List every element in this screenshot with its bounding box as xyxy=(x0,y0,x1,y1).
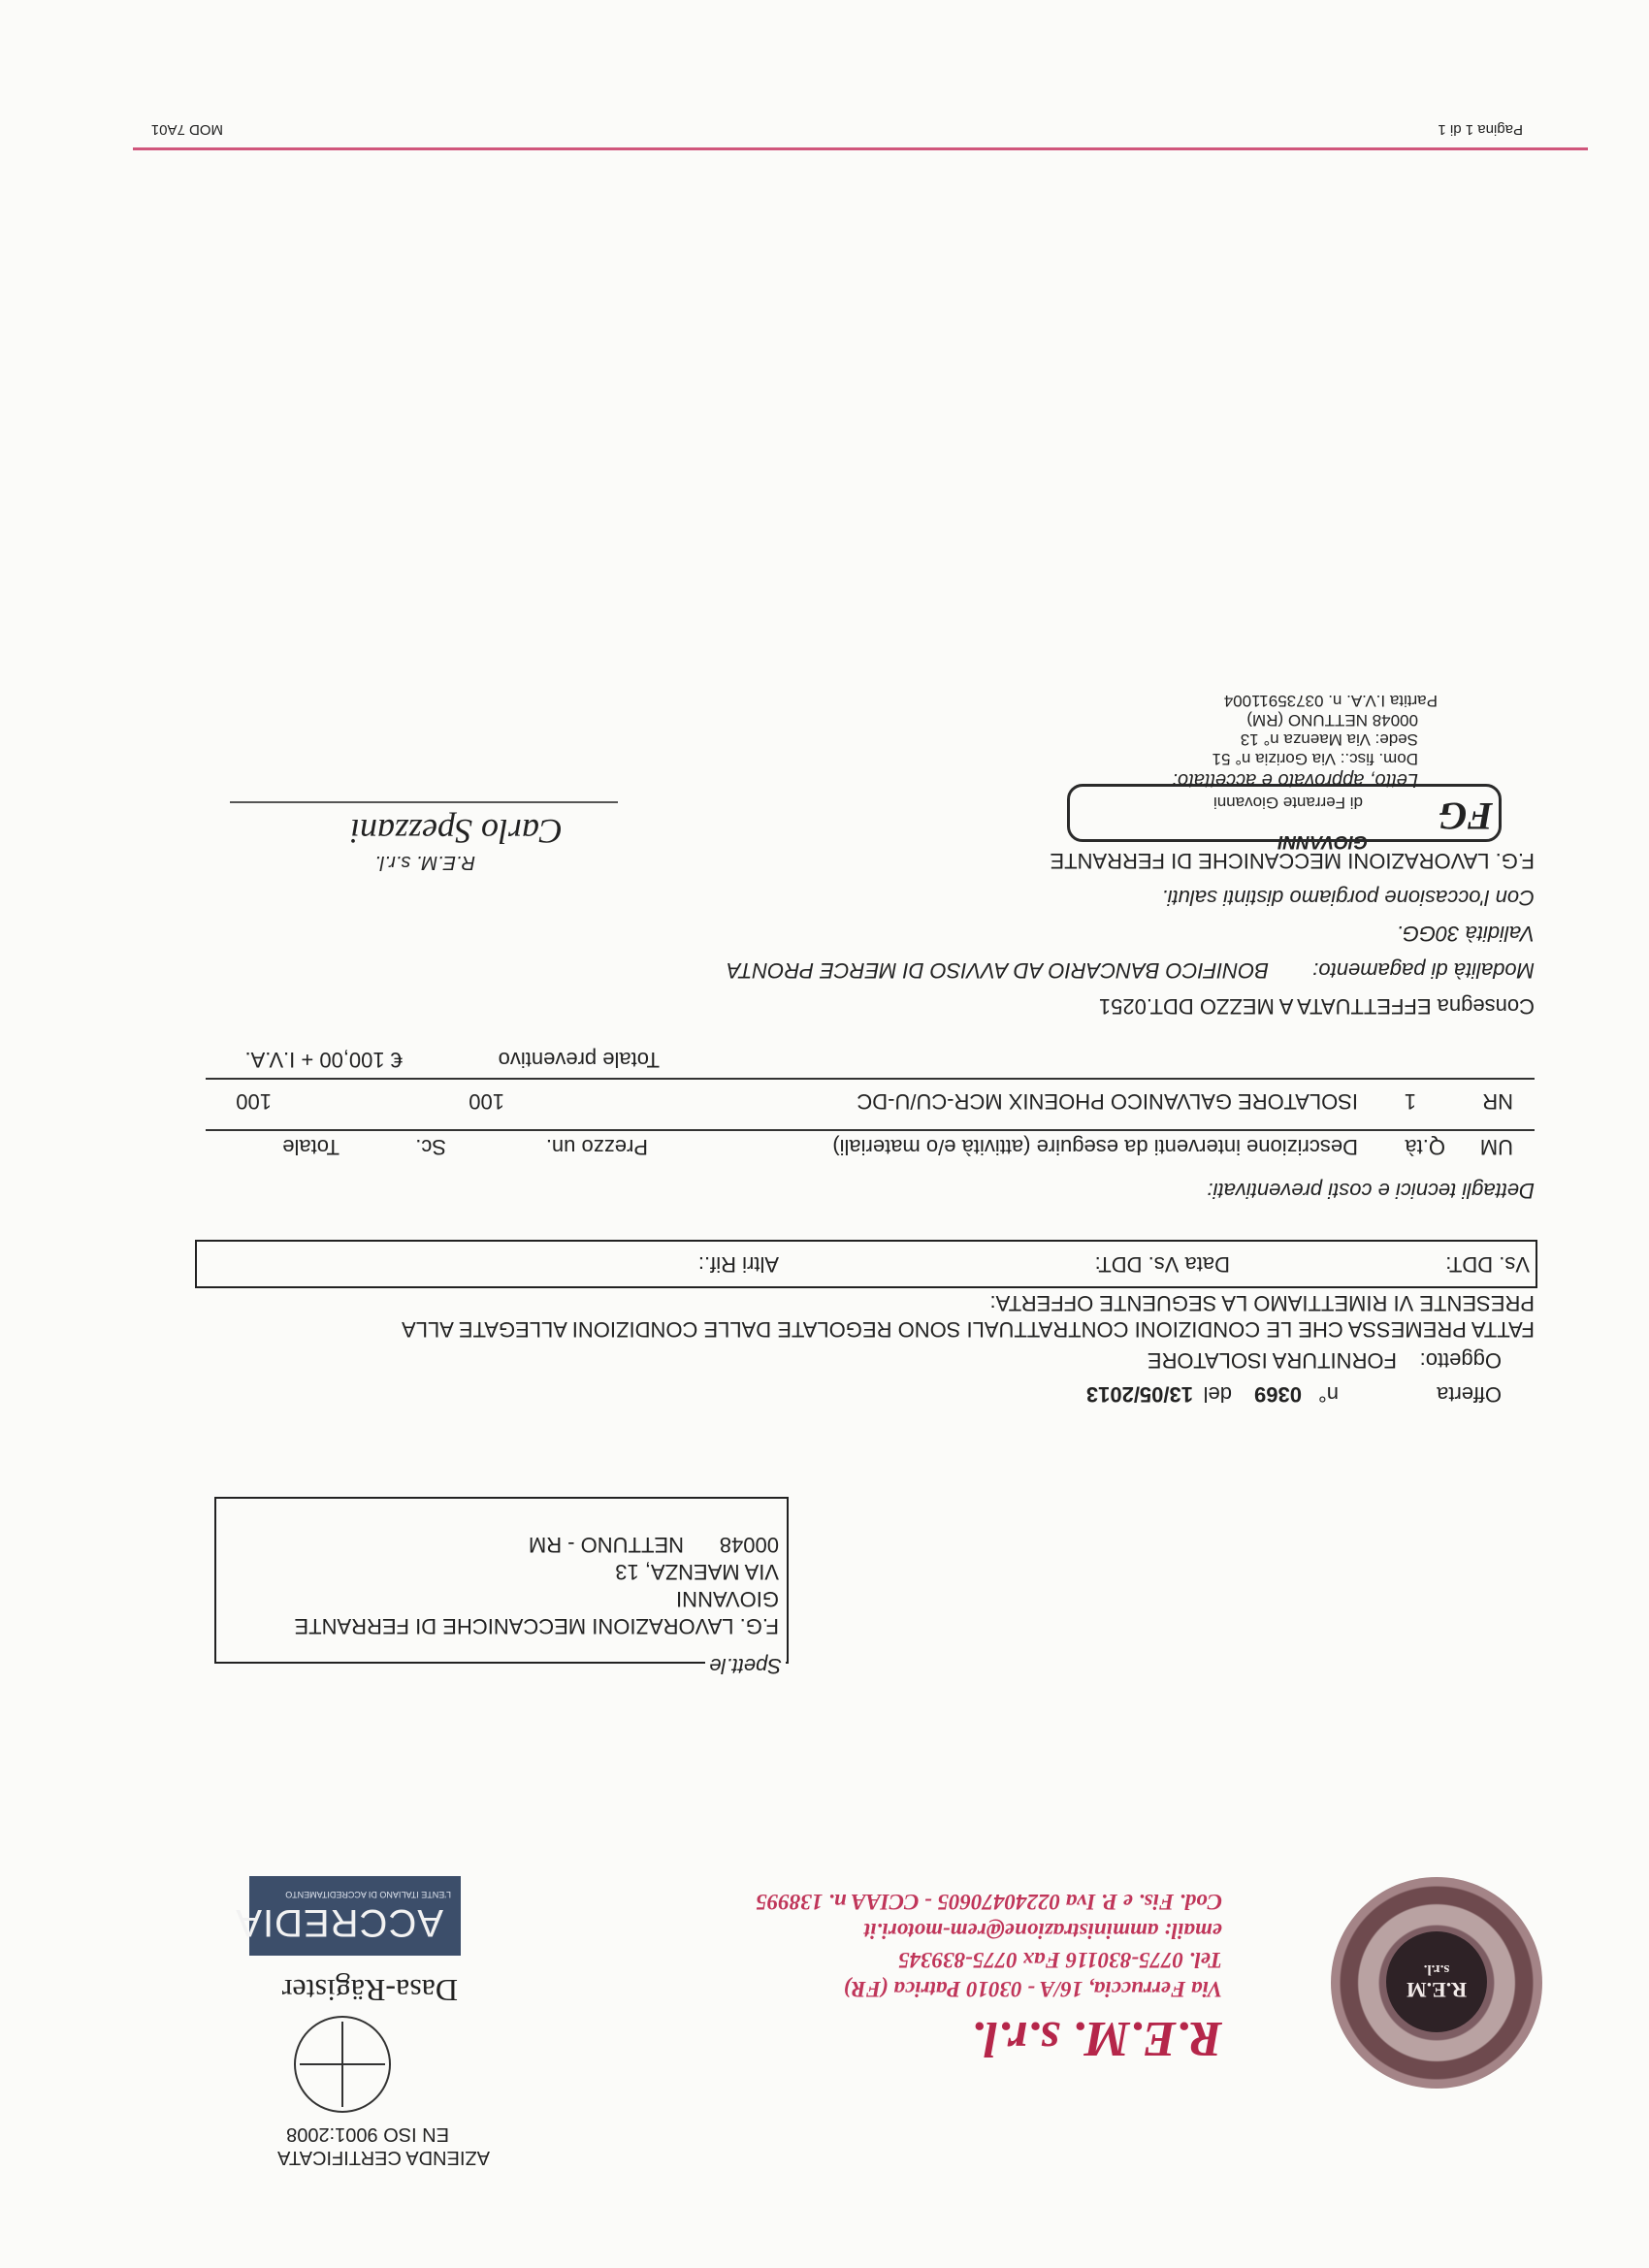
company-address: Via Ferruccia, 16/A - 03010 Patrica (FR) xyxy=(843,1977,1222,2001)
client-stamp xyxy=(1067,784,1502,842)
stamp-vat: Partita I.V.A. n. 03735911004 xyxy=(1223,692,1438,710)
details-title: Dettagli tecnici e costi preventivati: xyxy=(1207,1179,1535,1203)
company-tax-id: Cod. Fis. e P. Iva 02240470605 - CCIAA n. 138995 xyxy=(756,1890,1222,1914)
payment-method: BONIFICO BANCARIO AD AVVISO DI MERCE PRONTA xyxy=(726,958,1269,983)
row-qty: 1 xyxy=(1404,1089,1416,1114)
total-label: Totale preventivo xyxy=(498,1048,660,1072)
row-description: ISOLATORE GALVANICO PHOENIX MCR-CU/U-DC xyxy=(857,1089,1358,1114)
cert-label: AZIENDA CERTIFICATA xyxy=(277,2147,490,2168)
seal-text: R.E.M xyxy=(1406,1978,1468,2003)
rem-signature-label: R.E.M. s.r.l. xyxy=(374,852,475,873)
col-discount: Sc. xyxy=(415,1135,446,1159)
stamp-dom: Dom. fisc.: Via Gorizia n° 51 xyxy=(1212,750,1418,768)
table-header-rule xyxy=(206,1129,1535,1131)
col-qty: Q.tà xyxy=(1405,1135,1445,1159)
offer-date: 13/05/2013 xyxy=(1085,1382,1193,1407)
stamp-city: 00048 NETTUNO (RM) xyxy=(1246,711,1418,729)
company-email: email: amministrazione@rem-motori.it xyxy=(863,1919,1222,1943)
seal-center xyxy=(1386,1931,1487,2032)
validity: Validità 30GG. xyxy=(1396,922,1535,946)
accredia-name: ACCREDIA xyxy=(235,1901,443,1944)
certifier-name: Dasa-Rägister xyxy=(281,1973,458,2008)
premise-line1: FATTA PREMESSA CHE LE CONDIZIONI CONTRATTUALI SONO REGOLATE DALLE CONDIZIONI ALLEGATE ALLA xyxy=(402,1317,1535,1342)
recipient-street: VIA MAENZA, 13 xyxy=(615,1560,779,1584)
col-description: Descrizione interventi da eseguire (attività e/o materiali) xyxy=(832,1135,1358,1159)
stamp-seat: Sede: Via Maenza n° 13 xyxy=(1240,730,1418,749)
col-total: Totale xyxy=(282,1135,340,1159)
recipient-box xyxy=(214,1497,789,1664)
references-box xyxy=(195,1240,1537,1288)
recipient-cap: 00048 xyxy=(719,1533,779,1557)
offer-number: 0369 xyxy=(1254,1382,1302,1407)
table-body-rule xyxy=(206,1078,1535,1080)
certifier-logo-icon xyxy=(294,2016,391,2113)
client-owner: GIOVANNI xyxy=(1277,831,1368,852)
company-name: R.E.M. s.r.l. xyxy=(971,2011,1222,2066)
offer-number-prefix: n° xyxy=(1317,1382,1339,1407)
row-unit-price: 100 xyxy=(469,1089,504,1114)
recipient-city: NETTUNO - RM xyxy=(528,1533,684,1557)
col-um: UM xyxy=(1479,1135,1513,1159)
company-phone: Tel. 0775-830116 Fax 0775-839345 xyxy=(898,1948,1222,1972)
premise-line2: PRESENTE VI RIMETTIAMO LA SEGUENTE OFFERTA: xyxy=(989,1291,1535,1315)
closing-greeting: Con l'occasione porgiamo distinti saluti. xyxy=(1161,886,1535,910)
subject-label: Oggetto: xyxy=(1419,1348,1502,1373)
page-number: Pagina 1 di 1 xyxy=(1438,121,1523,138)
row-total: 100 xyxy=(236,1089,272,1114)
payment-label: Modalità di pagamento: xyxy=(1312,958,1535,983)
row-um: NR xyxy=(1482,1089,1513,1114)
ref-other: Altri Rif.: xyxy=(697,1252,779,1277)
stamp-name: di Ferrante Giovanni xyxy=(1212,794,1363,812)
accredia-subtitle: L'ENTE ITALIANO DI ACCREDITAMENTO xyxy=(285,1890,451,1899)
subject-text: FORNITURA ISOLATORE xyxy=(1147,1348,1397,1373)
rem-signature-line xyxy=(230,801,618,803)
ref-ddt: Vs. DDT: xyxy=(1445,1252,1530,1277)
offer-label: Offerta xyxy=(1437,1382,1502,1407)
client-company: F.G. LAVORAZIONI MECCANICHE DI FERRANTE xyxy=(1050,849,1535,873)
col-unit-price: Prezzo un. xyxy=(545,1135,648,1159)
rem-signature: Carlo Spezzani xyxy=(349,812,563,851)
cert-standard: EN ISO 9001:2008 xyxy=(286,2123,449,2145)
footer-rule xyxy=(133,147,1588,150)
client-acceptance-label: Letto, approvato e accettato: xyxy=(1172,769,1418,791)
delivery-terms: Consegna EFFETTUATA A MEZZO DDT.0251 xyxy=(1098,994,1535,1019)
form-code: MOD 7A01 xyxy=(150,121,223,138)
ref-ddt-date: Data Vs. DDT: xyxy=(1094,1252,1230,1277)
recipient-line1: F.G. LAVORAZIONI MECCANICHE DI FERRANTE xyxy=(294,1614,779,1638)
stamp-logo: FG xyxy=(1439,794,1493,838)
recipient-line2: GIOVANNI xyxy=(676,1587,779,1611)
offer-date-prefix: del xyxy=(1203,1382,1232,1407)
recipient-label: Spett.le xyxy=(705,1653,786,1678)
accredia-logo xyxy=(235,1876,461,1956)
seal-subtext: s.r.l. xyxy=(1423,1961,1450,1978)
total-value: € 100,00 + I.V.A. xyxy=(244,1048,403,1072)
